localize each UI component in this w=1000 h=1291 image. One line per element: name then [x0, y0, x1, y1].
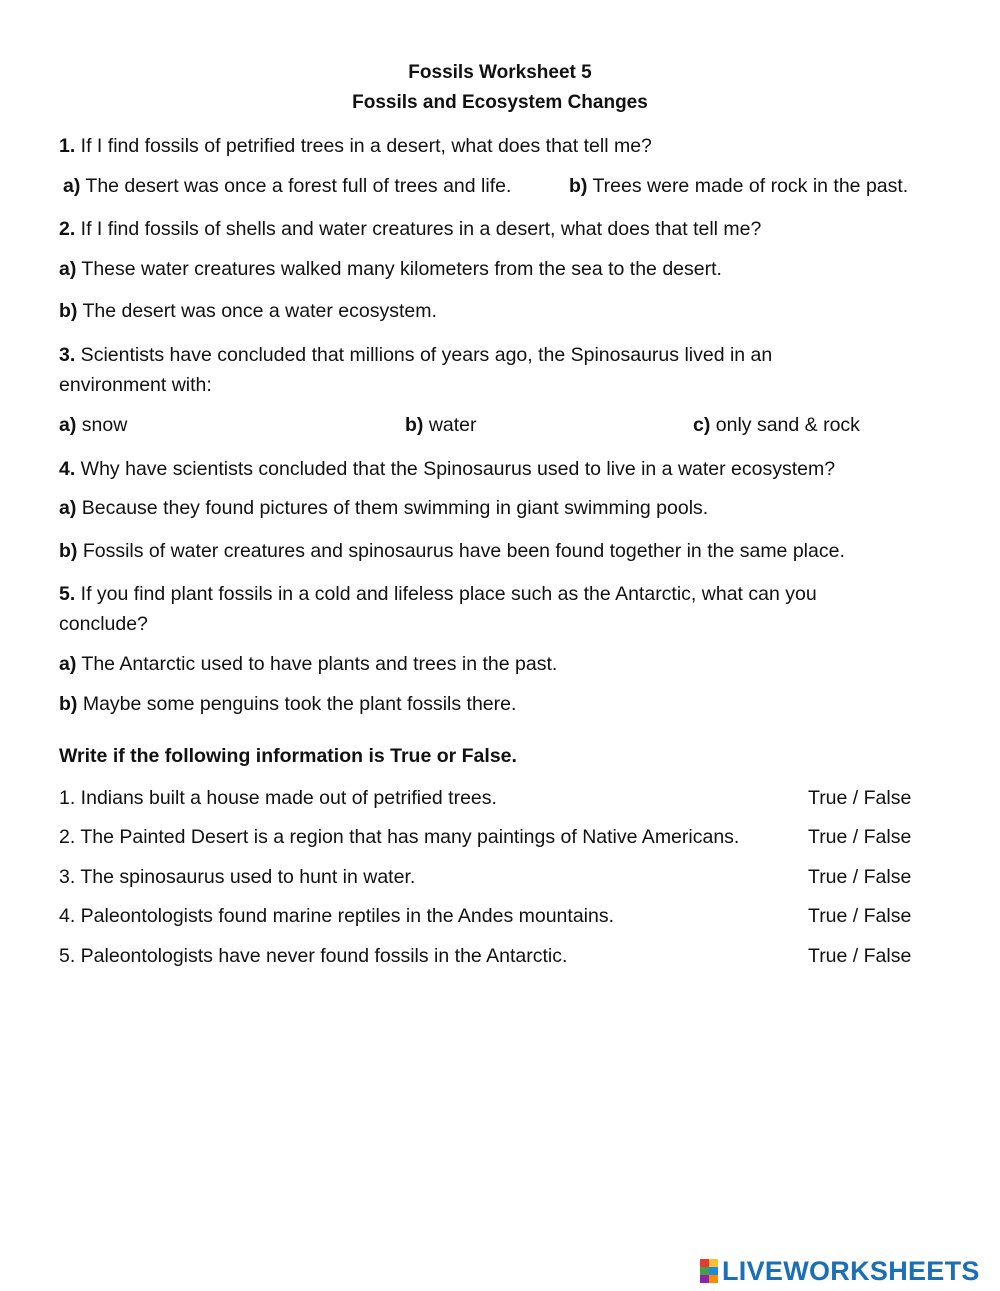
option-label: a) [63, 175, 81, 197]
option-text: The desert was once a forest full of trees and life. [80, 175, 512, 197]
q2-option-b [59, 299, 437, 323]
true-false-heading: Write if the following information is True or False. [59, 745, 517, 767]
tf-statement: 3. The spinosaurus used to hunt in water. [59, 866, 416, 888]
tf-statement: 2. The Painted Desert is a region that has many paintings of Native Americans. [59, 826, 740, 848]
option-label: c) [693, 414, 711, 436]
tf-answer[interactable]: True / False [808, 826, 912, 848]
question-text: If you find plant fossils in a cold and lifeless place such as the Antarctic, what can you [75, 583, 817, 605]
question-text: Why have scientists concluded that the Spinosaurus used to live in a water ecosystem? [75, 458, 836, 480]
question-3 [59, 343, 772, 367]
tf-statement: 5. Paleontologists have never found fossils in the Antarctic. [59, 945, 568, 967]
tf-answer[interactable]: True / False [808, 787, 912, 809]
option-label: b) [59, 693, 78, 715]
option-label: b) [59, 300, 78, 322]
worksheet-subtitle: Fossils and Ecosystem Changes [352, 92, 648, 113]
option-label: a) [59, 653, 77, 675]
logo-block [700, 1259, 709, 1267]
question-text: If I find fossils of petrified trees in a desert, what does that tell me? [75, 135, 652, 157]
option-label: a) [59, 414, 77, 436]
q5-option-b [59, 692, 516, 716]
question-2 [59, 217, 761, 241]
option-label: a) [59, 258, 77, 280]
option-text: The desert was once a water ecosystem. [77, 300, 437, 322]
option-text: water [423, 414, 477, 436]
question-text: If I find fossils of shells and water creatures in a desert, what does that tell me? [75, 218, 762, 240]
q4-option-a [59, 496, 708, 520]
tf-answer[interactable]: True / False [808, 945, 912, 967]
logo-block [709, 1267, 718, 1275]
tf-answer[interactable]: True / False [808, 866, 912, 888]
logo-block [709, 1275, 718, 1283]
question-number: 1. [59, 135, 76, 157]
option-label: a) [59, 497, 77, 519]
q4-option-b [59, 539, 845, 563]
option-text: The Antarctic used to have plants and trees in the past. [76, 653, 558, 675]
q2-option-a [59, 257, 722, 281]
question-text: Scientists have concluded that millions of years ago, the Spinosaurus lived in an [75, 344, 773, 366]
tf-answer[interactable]: True / False [808, 905, 912, 927]
logo-block [700, 1275, 709, 1283]
question-3-continued: environment with: [59, 374, 212, 396]
logo-text: LIVEWORKSHEETS [722, 1256, 980, 1286]
option-text: snow [76, 414, 128, 436]
option-text: Because they found pictures of them swimming in giant swimming pools. [76, 497, 709, 519]
question-5 [59, 582, 817, 606]
question-number: 5. [59, 583, 76, 605]
option-text: Trees were made of rock in the past. [587, 175, 909, 197]
logo-blocks-icon [700, 1259, 718, 1283]
liveworksheets-logo [700, 1256, 980, 1286]
option-label: b) [59, 540, 78, 562]
worksheet-title: Fossils Worksheet 5 [408, 62, 592, 83]
question-5-continued: conclude? [59, 613, 148, 635]
logo-block [709, 1259, 718, 1267]
option-text: only sand & rock [710, 414, 860, 436]
tf-statement: 1. Indians built a house made out of petrified trees. [59, 787, 497, 809]
q1-option-a [63, 174, 511, 198]
logo-block [700, 1267, 709, 1275]
q3-option-b [405, 413, 477, 437]
question-number: 3. [59, 344, 76, 366]
question-1 [59, 134, 652, 158]
q1-option-b [569, 174, 908, 198]
q3-option-a [59, 413, 127, 437]
tf-statement: 4. Paleontologists found marine reptiles in the Andes mountains. [59, 905, 615, 927]
option-text: These water creatures walked many kilometers from the sea to the desert. [76, 258, 722, 280]
option-label: b) [405, 414, 424, 436]
q5-option-a [59, 652, 557, 676]
option-label: b) [569, 175, 588, 197]
q3-option-c [693, 413, 860, 437]
question-number: 2. [59, 218, 76, 240]
option-text: Fossils of water creatures and spinosaurus have been found together in the same place. [77, 540, 845, 562]
question-number: 4. [59, 458, 76, 480]
question-4 [59, 457, 835, 481]
option-text: Maybe some penguins took the plant fossils there. [77, 693, 517, 715]
